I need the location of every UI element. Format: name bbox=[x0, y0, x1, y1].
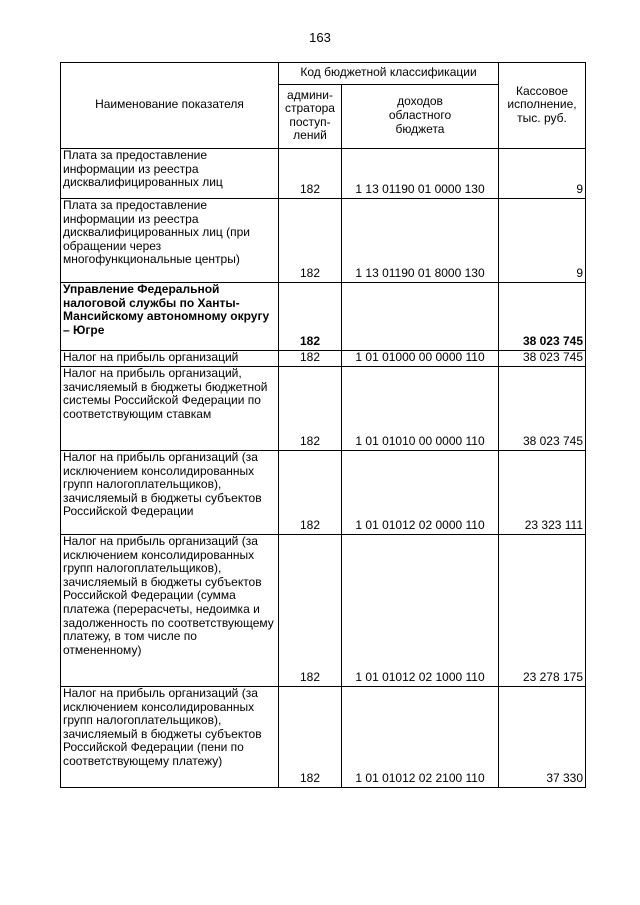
row-revenue-code: 1 01 01010 00 0000 110 bbox=[342, 367, 499, 451]
table-body bbox=[61, 149, 586, 788]
row-name: Налог на прибыль организаций (за исключением консолидированных групп налогоплательщиков), зачисляемый в бюджеты субъектов Российской Федерации (пени по соответствующему платежу) bbox=[61, 687, 279, 788]
row-revenue-code: 1 01 01012 02 0000 110 bbox=[342, 451, 499, 535]
table-row bbox=[61, 149, 586, 199]
row-name: Плата за предоставление информации из реестра дисквалифицированных лиц bbox=[61, 149, 279, 199]
row-revenue-code: 1 01 01012 02 2100 110 bbox=[342, 687, 499, 788]
table-row bbox=[61, 687, 586, 788]
row-amount: 37 330 bbox=[499, 687, 586, 788]
row-admin-code: 182 bbox=[279, 149, 342, 199]
table-row bbox=[61, 535, 586, 687]
row-name: Налог на прибыль организаций bbox=[61, 351, 279, 367]
row-name: Налог на прибыль организаций (за исключением консолидированных групп налогоплательщиков), зачисляемый в бюджеты субъектов Российской Федерации bbox=[61, 451, 279, 535]
row-revenue-code: 1 13 01190 01 8000 130 bbox=[342, 199, 499, 283]
page-number: 163 bbox=[309, 30, 331, 45]
budget-table bbox=[60, 62, 586, 788]
row-amount: 9 bbox=[499, 199, 586, 283]
header-execution-label: Кассовое исполнение, тыс. руб. bbox=[507, 83, 577, 125]
header-name: Наименование показателя bbox=[61, 63, 279, 149]
row-admin-code: 182 bbox=[279, 451, 342, 535]
row-amount: 38 023 745 bbox=[499, 367, 586, 451]
header-administrator: админи- стратора поступ- лений bbox=[279, 84, 342, 149]
row-revenue-code bbox=[342, 283, 499, 351]
row-admin-code: 182 bbox=[279, 283, 342, 351]
row-admin-code: 182 bbox=[279, 351, 342, 367]
row-amount: 38 023 745 bbox=[499, 351, 586, 367]
table-row bbox=[61, 351, 586, 367]
row-amount: 23 323 111 bbox=[499, 451, 586, 535]
table-header bbox=[61, 63, 586, 149]
row-name: Налог на прибыль организаций (за исключением консолидированных групп налогоплательщиков), зачисляемый в бюджеты субъектов Российской Федерации (сумма платежа (перерасчеты, недоимка и задолженность по соответствующему платежу, в том числе по отмененному) bbox=[61, 535, 279, 687]
row-revenue-code: 1 01 01000 00 0000 110 bbox=[342, 351, 499, 367]
header-revenue: доходов областного бюджета bbox=[342, 84, 499, 149]
row-revenue-code: 1 13 01190 01 0000 130 bbox=[342, 149, 499, 199]
header-execution bbox=[499, 63, 586, 149]
header-classification: Код бюджетной классификации bbox=[279, 63, 499, 85]
row-amount: 9 bbox=[499, 149, 586, 199]
row-name: Управление Федеральной налоговой службы по Ханты-Мансийскому автономному округу – Югре bbox=[61, 283, 279, 351]
row-revenue-code: 1 01 01012 02 1000 110 bbox=[342, 535, 499, 687]
row-admin-code: 182 bbox=[279, 535, 342, 687]
row-amount: 23 278 175 bbox=[499, 535, 586, 687]
row-name: Налог на прибыль организаций, зачисляемый в бюджеты бюджетной системы Российской Федерации по соответствующим ставкам bbox=[61, 367, 279, 451]
table-row bbox=[61, 283, 586, 351]
row-name: Плата за предоставление информации из реестра дисквалифицированных лиц (при обращении через многофункциональные центры) bbox=[61, 199, 279, 283]
row-admin-code: 182 bbox=[279, 367, 342, 451]
row-admin-code: 182 bbox=[279, 199, 342, 283]
row-admin-code: 182 bbox=[279, 687, 342, 788]
table-row bbox=[61, 451, 586, 535]
table-row bbox=[61, 199, 586, 283]
row-amount: 38 023 745 bbox=[499, 283, 586, 351]
table-row bbox=[61, 367, 586, 451]
